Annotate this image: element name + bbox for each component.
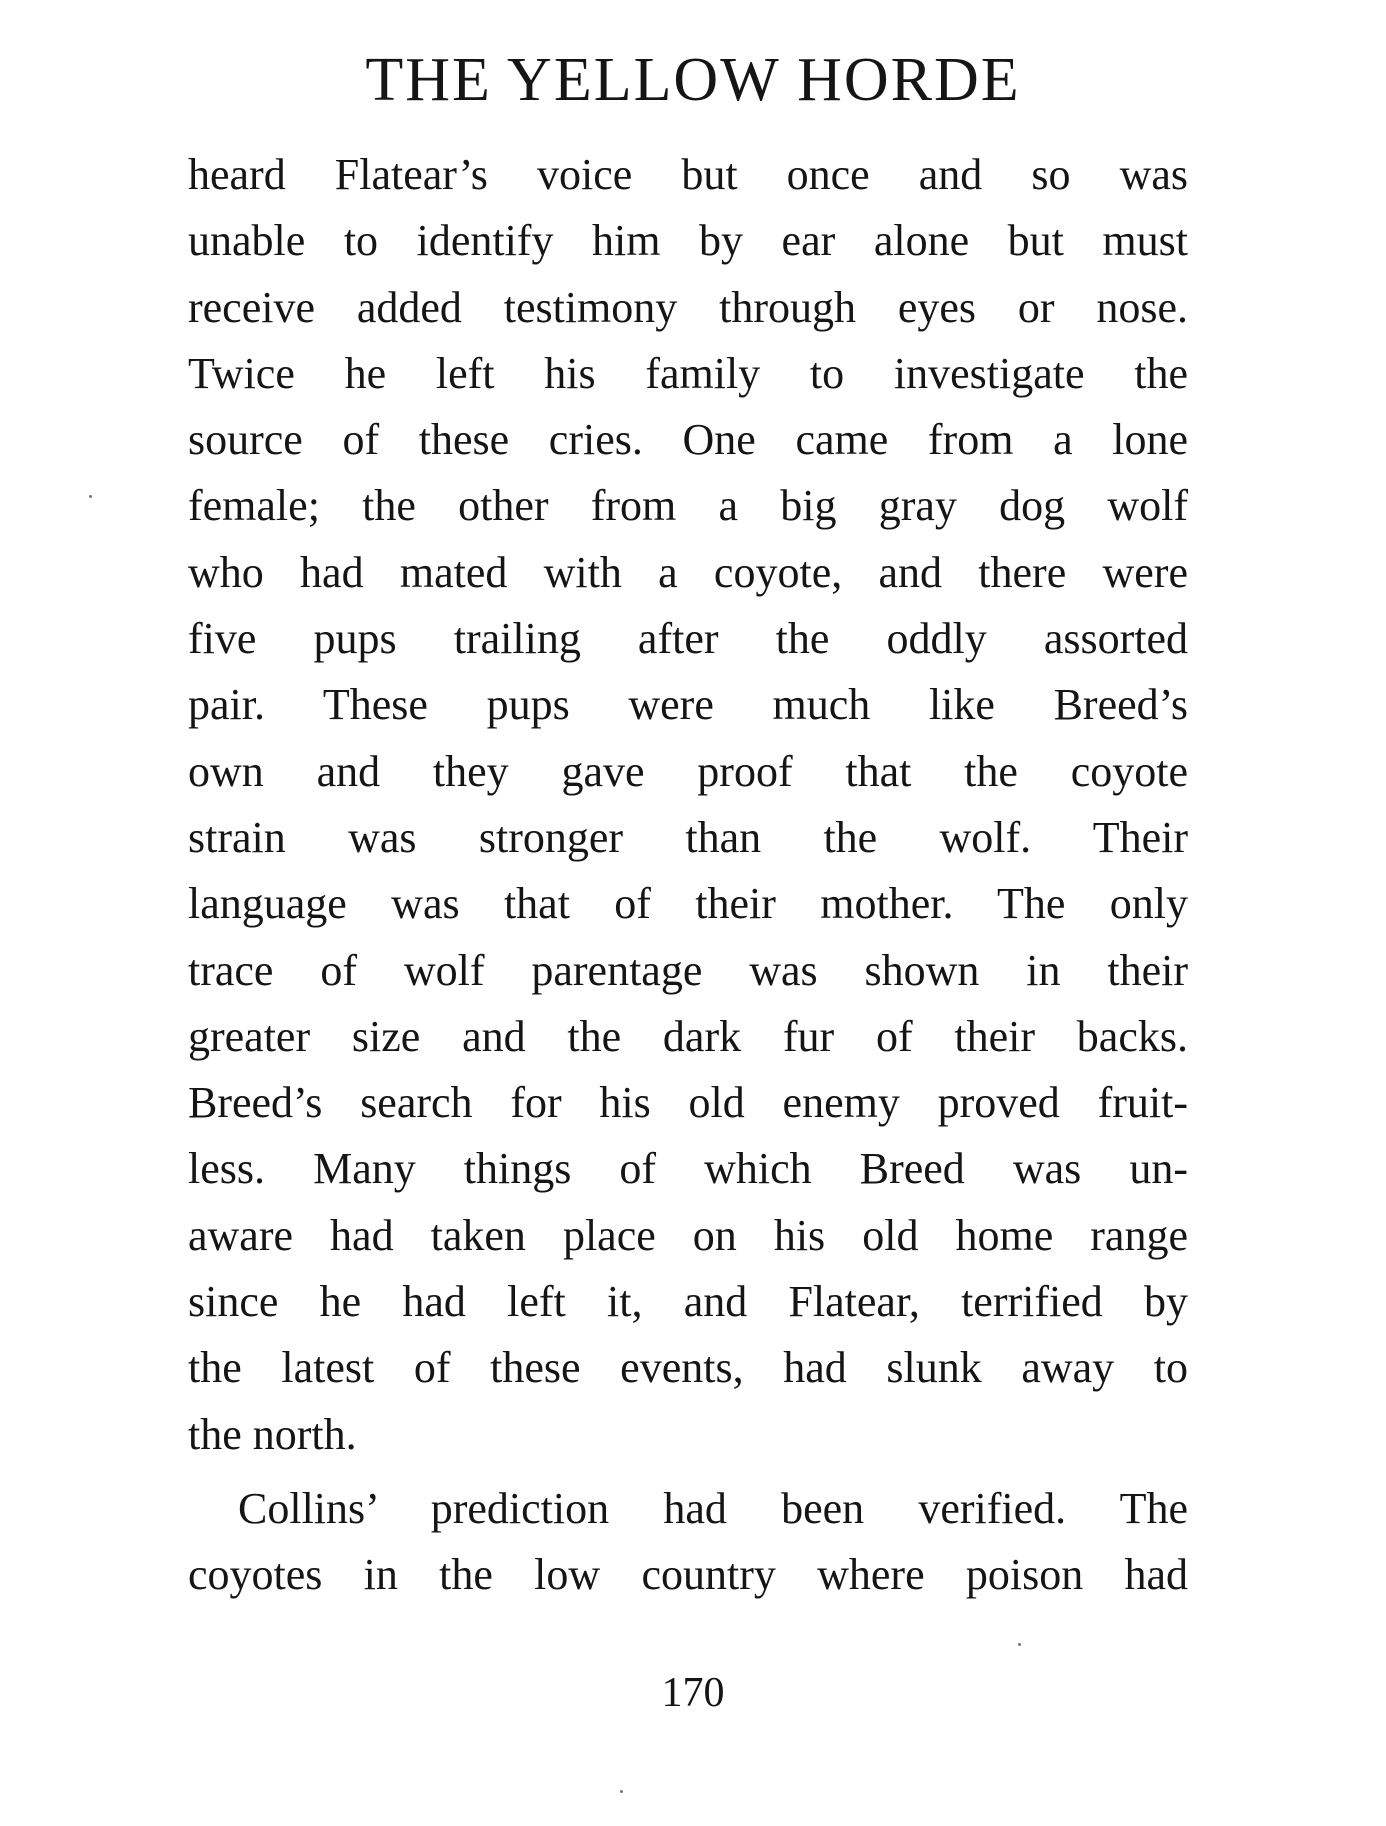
- text-line: five pups trailing after the oddly assorted: [188, 614, 1188, 664]
- text-line: aware had taken place on his old home range: [188, 1210, 1188, 1260]
- text-line: receive added testimony through eyes or nose.: [188, 282, 1188, 332]
- body-text: [188, 142, 1188, 1609]
- scan-speck: [620, 1790, 623, 1793]
- text-line: female; the other from a big gray dog wolf: [188, 481, 1188, 531]
- page-number: 170: [661, 1670, 725, 1716]
- text-line: less. Many things of which Breed was un-: [188, 1144, 1188, 1194]
- paragraph-gap: [188, 1468, 1188, 1476]
- running-head: THE YELLOW HORDE: [365, 46, 1021, 114]
- scan-speck: [89, 495, 92, 498]
- text-line: the latest of these events, had slunk away to: [188, 1343, 1188, 1393]
- text-line: Twice he left his family to investigate the: [188, 348, 1188, 398]
- text-line: coyotes in the low country where poison had: [188, 1550, 1188, 1600]
- text-line: language was that of their mother. The only: [188, 879, 1188, 929]
- paragraph: [188, 142, 1188, 1468]
- text-line: pair. These pups were much like Breed’s: [188, 680, 1188, 730]
- scan-speck: [1018, 1643, 1021, 1646]
- text-line: strain was stronger than the wolf. Their: [188, 812, 1188, 862]
- text-line: trace of wolf parentage was shown in their: [188, 945, 1188, 995]
- text-line: heard Flatear’s voice but once and so was: [188, 150, 1188, 199]
- text-line: who had mated with a coyote, and there were: [188, 547, 1188, 597]
- text-line: Collins’ prediction had been verified. The: [238, 1483, 1188, 1533]
- text-line: Breed’s search for his old enemy proved fruit-: [188, 1078, 1188, 1128]
- text-line: since he had left it, and Flatear, terrified by: [188, 1277, 1188, 1327]
- text-line: greater size and the dark fur of their backs.: [188, 1011, 1188, 1061]
- text-line: unable to identify him by ear alone but must: [188, 216, 1188, 266]
- paragraph: [188, 1476, 1188, 1609]
- text-line: own and they gave proof that the coyote: [188, 746, 1188, 796]
- text-line: the north.: [188, 1409, 357, 1459]
- text-line: source of these cries. One came from a lone: [188, 415, 1188, 465]
